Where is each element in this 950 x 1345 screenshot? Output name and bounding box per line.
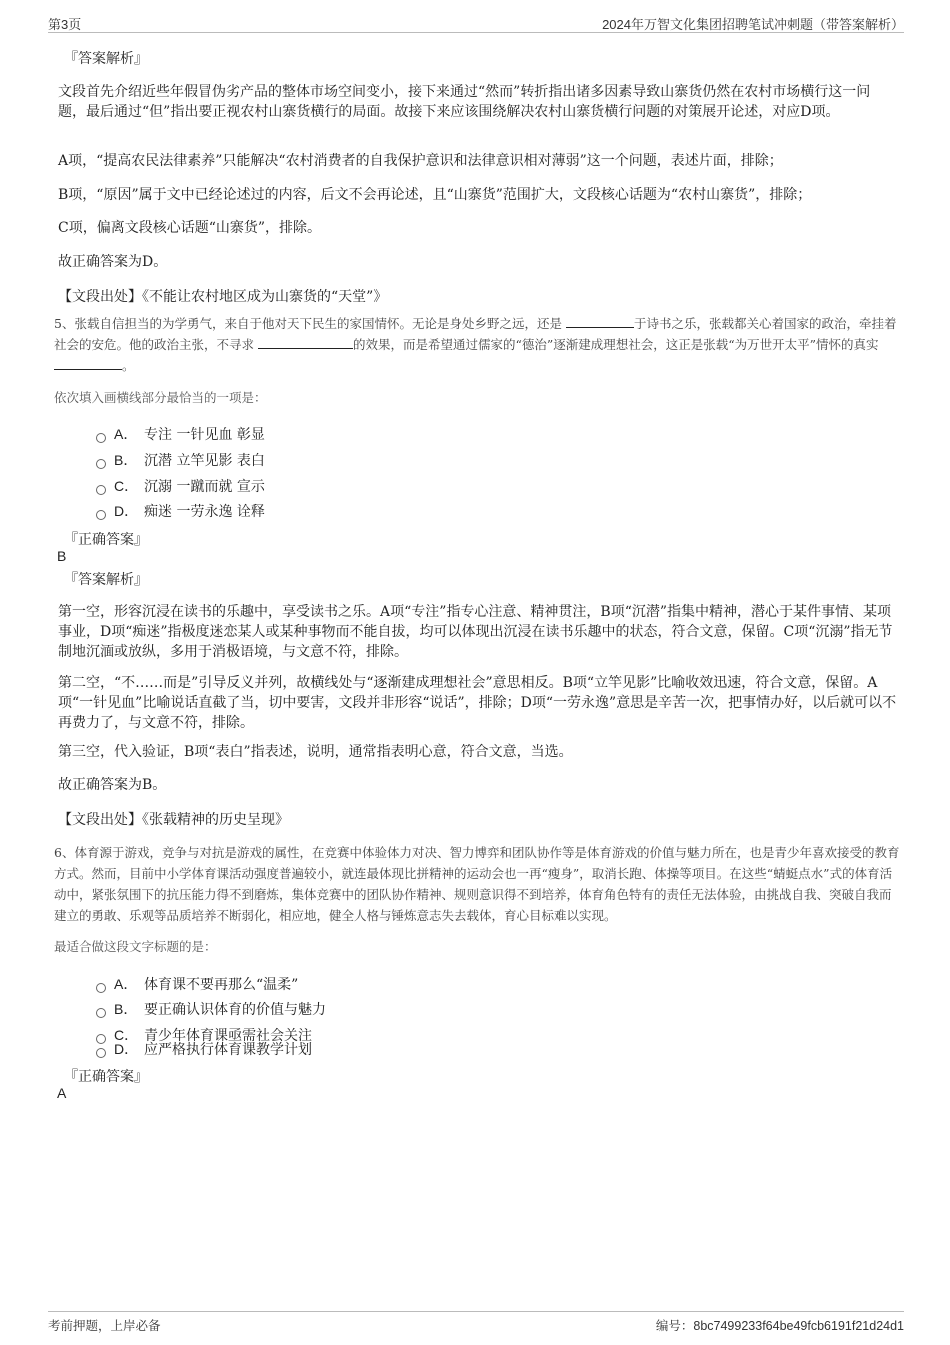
passage-source: 【文段出处】《张载精神的历史呈现》 bbox=[58, 812, 289, 828]
answer-blank bbox=[566, 315, 634, 328]
footer-slogan: 考前押题，上岸必备 bbox=[48, 1319, 161, 1333]
radio-icon[interactable] bbox=[96, 1048, 106, 1058]
question-5-prompt: 依次填入画横线部分最恰当的一项是： bbox=[54, 390, 267, 405]
analysis-paragraph: 故正确答案为D。 bbox=[58, 254, 168, 270]
analysis-paragraph: 故正确答案为B。 bbox=[58, 777, 167, 793]
page-number: 第3页 bbox=[48, 17, 82, 32]
analysis-paragraph: A项，“提高农民法律素养”只能解决“农村消费者的自我保护意识和法律意识相对薄弱”这一个问题，表述片面，排除； bbox=[58, 153, 783, 169]
option-b[interactable]: B． 要正确认识体育的价值与魅力 bbox=[96, 999, 326, 1019]
option-d[interactable]: D． 应严格执行体育课教学计划 bbox=[96, 1039, 312, 1059]
radio-icon[interactable] bbox=[96, 485, 106, 495]
analysis-paragraph: 第二空，“不……而是”引导反义并列，故横线处与“逐渐建成理想社会”意思相反。B项“立竿见影”比喻收效迅速，符合文意，保留。A项“一针见血”比喻说话直截了当，切中要害，文段并非形容“说话”，排除；D项“一劳永逸”意思是辛苦一次，把事情办好，以后就可以不再费力了，与文意不符，排除。 bbox=[58, 675, 897, 731]
correct-answer-label: 『正确答案』 bbox=[64, 1069, 148, 1085]
analysis-paragraph: 第三空，代入验证，B项“表白”指表述，说明，通常指表明心意，符合文意，当选。 bbox=[58, 744, 573, 760]
radio-icon[interactable] bbox=[96, 510, 106, 520]
option-c[interactable]: C． 沉溺 一蹴而就 宣示 bbox=[96, 476, 265, 496]
radio-icon[interactable] bbox=[96, 983, 106, 993]
analysis-paragraph: B项，“原因”属于文中已经论述过的内容，后文不会再论述，且“山寨货”范围扩大，文段核心话题为“农村山寨货”，排除； bbox=[58, 187, 812, 203]
option-d[interactable]: D． 痴迷 一劳永逸 诠释 bbox=[96, 501, 265, 521]
passage-source: 【文段出处】《不能让农村地区成为山寨货的“天堂”》 bbox=[58, 289, 388, 305]
page-header bbox=[48, 10, 904, 33]
page-footer bbox=[48, 1311, 904, 1336]
radio-icon[interactable] bbox=[96, 1008, 106, 1018]
answer-blank bbox=[258, 336, 353, 349]
question-6-prompt: 最适合做这段文字标题的是： bbox=[54, 939, 217, 954]
radio-icon[interactable] bbox=[96, 433, 106, 443]
analysis-label: 『答案解析』 bbox=[64, 51, 148, 67]
option-b[interactable]: B． 沉潜 立竿见影 表白 bbox=[96, 450, 265, 470]
analysis-paragraph: 第一空，形容沉浸在读书的乐趣中，享受读书之乐。A项“专注”指专心注意、精神贯注，B项“沉潜”指集中精神，潜心于某件事情、某项事业，D项“痴迷”指极度迷恋某人或某种事物而不能自拔，均可以体现出沉浸在读书乐趣中的状态，符合文意，保留。C项“沉溺”指无节制地沉湎或放纵，多用于消极语境，与文意不符，排除。 bbox=[58, 604, 893, 660]
document-title: 2024年万智文化集团招聘笔试冲刺题（带答案解析） bbox=[602, 17, 904, 32]
document-id: 编号：8bc7499233f64be49fcb6191f21d24d1 bbox=[655, 1319, 904, 1333]
answer-blank bbox=[54, 357, 122, 370]
correct-answer: A bbox=[57, 1085, 67, 1101]
question-6-stem: 6、体育源于游戏，竞争与对抗是游戏的属性，在竞赛中体验体力对决、智力博弈和团队协作等是体育游戏的价值与魅力所在，也是青少年喜欢接受的教育方式。然而，目前中小学体育课活动强度普遍较小，就连最体现比拼精神的运动会也一再“瘦身”，取消长跑、体操等项目。在这些“蜻蜓点水”式的体育活动中，紧张氛围下的抗压能力得不到磨炼，集体竞赛中的团队协作精神、规则意识得不到培养，体育角色特有的责任无法体验，由挑战自我、突破自我而建立的勇敢、乐观等品质培养不断弱化，相应地，健全人格与锤炼意志失去载体，育心目标难以实现。 bbox=[54, 845, 900, 923]
correct-answer: B bbox=[57, 548, 67, 564]
option-c[interactable]: C． 青少年体育课亟需社会关注 bbox=[96, 1025, 312, 1045]
question-5-stem: 5、张载自信担当的为学勇气，来自于他对天下民生的家国情怀。无论是身处乡野之远，还是 于诗书之乐，张载都关心着国家的政治，牵挂着社会的安危。他的政治主张，不寻求 的效果，而是希望通过儒家的“德治”逐渐建成理想社会，这正是张载“为万世开太平”情怀的真实 。 bbox=[54, 316, 897, 373]
correct-answer-label: 『正确答案』 bbox=[64, 532, 148, 548]
analysis-paragraph: 文段首先介绍近些年假冒伪劣产品的整体市场空间变小，接下来通过“然而”转折指出诸多因素导致山寨货仍然在农村市场横行这一问题，最后通过“但”指出要正视农村山寨货横行的局面。故接下来应该围绕解决农村山寨货横行问题的对策展开论述，对应D项。 bbox=[58, 84, 871, 120]
option-a[interactable]: A． 体育课不要再那么“温柔” bbox=[96, 974, 298, 994]
radio-icon[interactable] bbox=[96, 459, 106, 469]
option-a[interactable]: A． 专注 一针见血 彰显 bbox=[96, 424, 265, 444]
analysis-label: 『答案解析』 bbox=[64, 572, 148, 588]
analysis-paragraph: C项，偏离文段核心话题“山寨货”，排除。 bbox=[58, 220, 322, 236]
